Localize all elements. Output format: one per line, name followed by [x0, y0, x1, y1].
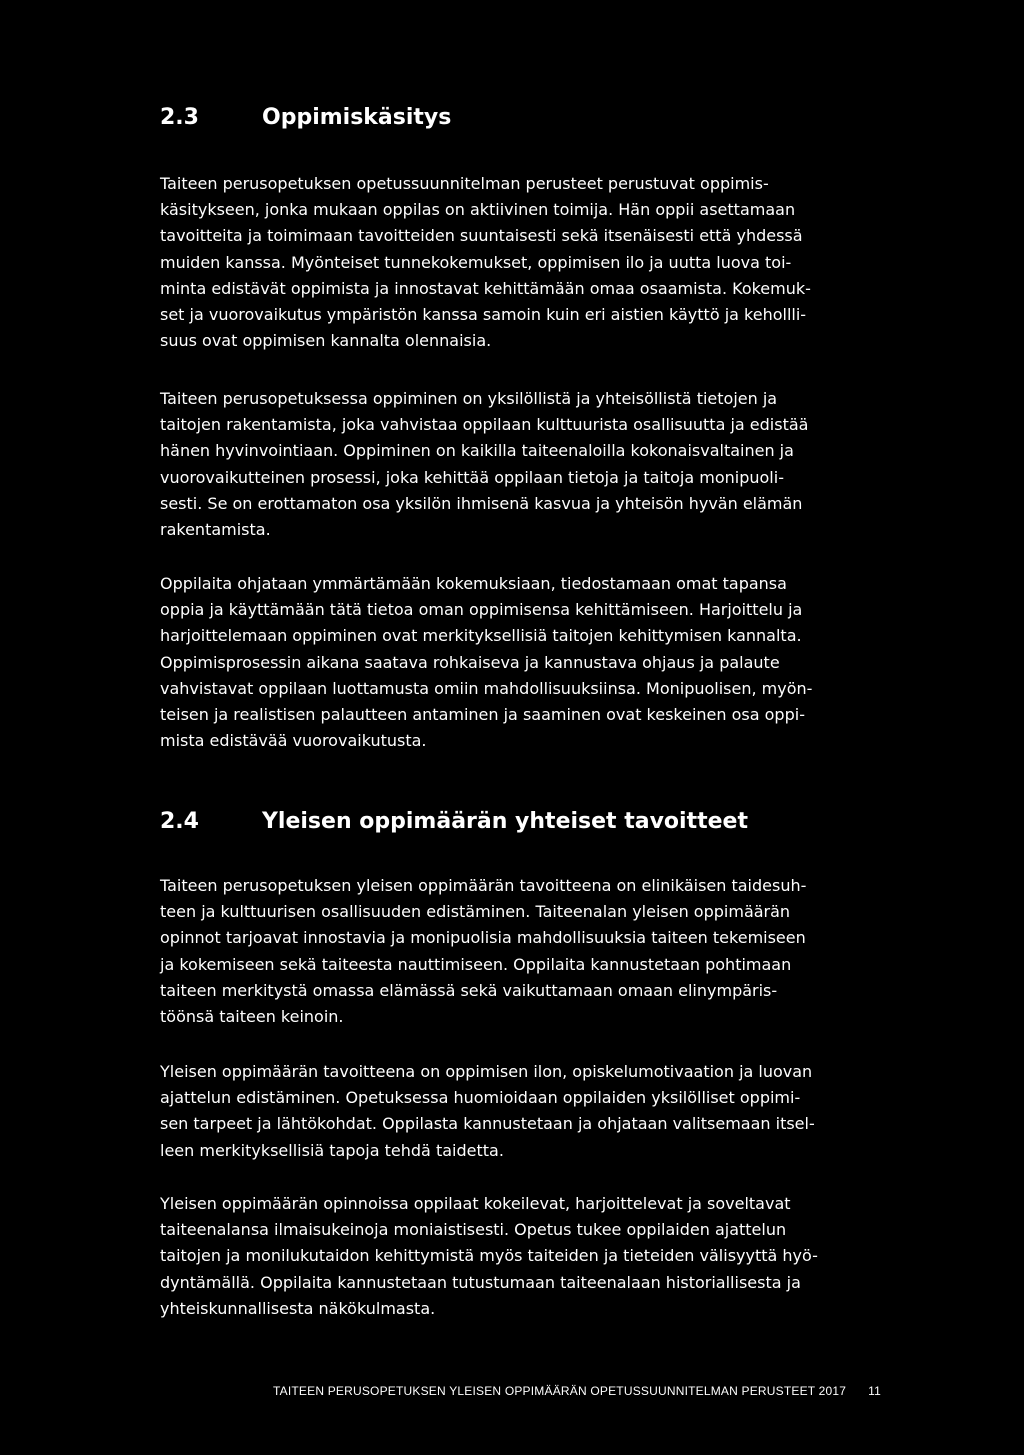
text-line: Taiteen perusopetuksessa oppiminen on yksilöllistä ja yhteisöllistä tietojen ja	[160, 389, 778, 408]
paragraph-2-4-3	[160, 1191, 818, 1322]
page-footer	[273, 1383, 881, 1399]
text-line: ja kokemiseen sekä taiteesta nauttimiseen. Oppilaita kannustetaan pohtimaan	[160, 954, 792, 974]
text-line: oppia ja käyttämään tätä tietoa oman oppimisensa kehittämiseen. Harjoittelu ja	[160, 600, 803, 620]
text-line: tavoitteita ja toimimaan tavoitteiden suuntaisesti sekä itsenäisesti että yhdessä	[160, 226, 803, 246]
text-line: set ja vuorovaikutus ympäristön kanssa samoin kuin eri aistien käyttö ja kehollli-	[160, 305, 807, 325]
text-line: muiden kanssa. Myönteiset tunnekokemukset, oppimisen ilo ja uutta luova toi-	[160, 252, 792, 272]
section-heading-2-4	[160, 808, 748, 836]
section-number: 2.3	[160, 105, 199, 130]
text-line: vahvistavat oppilaan luottamusta omiin mahdollisuuksiinsa. Monipuolisen, myön-	[160, 678, 813, 698]
text-line: Yleisen oppimäärän opinnoissa oppilaat kokeilevat, harjoittelevat ja soveltavat	[160, 1194, 791, 1213]
text-line: taiteen merkitystä omassa elämässä sekä vaikuttamaan omaan elinympäris-	[160, 980, 778, 1000]
text-line: taitojen ja monilukutaidon kehittymistä myös taiteiden ja tieteiden välisyyttä hyö-	[160, 1246, 818, 1266]
text-line: suus ovat oppimisen kannalta olennaisia.	[160, 331, 492, 351]
text-line: hänen hyvinvointiaan. Oppiminen on kaikilla taiteenaloilla kokonaisvaltainen ja	[160, 441, 794, 461]
page-number: 11	[868, 1384, 881, 1398]
text-line: mista edistävää vuorovaikutusta.	[160, 731, 427, 751]
text-line: minta edistävät oppimista ja innostavat kehittämään omaa osaamista. Kokemuk-	[160, 278, 811, 298]
text-line: töönsä taiteen keinoin.	[160, 1007, 344, 1027]
text-line: sesti. Se on erottamaton osa yksilön ihmisenä kasvua ja yhteisön hyvän elämän	[160, 493, 803, 513]
paragraph-2-4-2	[160, 1059, 815, 1164]
section-heading-2-3	[160, 104, 451, 132]
text-line: Oppilaita ohjataan ymmärtämään kokemuksiaan, tiedostamaan omat tapansa	[160, 574, 787, 593]
text-line: teen ja kulttuurisen osallisuuden edistäminen. Taiteenalan yleisen oppimäärän	[160, 902, 791, 922]
text-line: sen tarpeet ja lähtökohdat. Oppilasta kannustetaan ja ohjataan valitsemaan itsel-	[160, 1114, 815, 1134]
section-title: Oppimiskäsitys	[262, 105, 452, 130]
text-line: rakentamista.	[160, 520, 271, 540]
running-title: TAITEEN PERUSOPETUKSEN YLEISEN OPPIMÄÄRÄN OPETUSSUUNNITELMAN PERUSTEET 2017	[273, 1384, 847, 1398]
text-line: taiteenalansa ilmaisukeinoja moniaistisesti. Opetus tukee oppilaiden ajattelun	[160, 1220, 787, 1240]
text-line: Taiteen perusopetuksen yleisen oppimäärän tavoitteena on elinikäisen taidesuh-	[160, 876, 807, 895]
paragraph-2-3-1	[160, 171, 811, 354]
text-line: taitojen rakentamista, joka vahvistaa oppilaan kulttuurista osallisuutta ja edistää	[160, 415, 809, 435]
text-line: yhteiskunnallisesta näkökulmasta.	[160, 1298, 436, 1318]
text-line: vuorovaikutteinen prosessi, joka kehittää oppilaan tietoja ja taitoja monipuoli-	[160, 467, 784, 487]
text-line: teisen ja realistisen palautteen antaminen ja saaminen ovat keskeinen osa oppi-	[160, 705, 805, 725]
text-line: Oppimisprosessin aikana saatava rohkaiseva ja kannustava ohjaus ja palaute	[160, 652, 780, 672]
text-line: opinnot tarjoavat innostavia ja monipuolisia mahdollisuuksia taiteen tekemiseen	[160, 928, 806, 948]
text-line: ajattelun edistäminen. Opetuksessa huomioidaan oppilaiden yksilölliset oppimi-	[160, 1088, 801, 1108]
text-line: leen merkityksellisiä tapoja tehdä taidetta.	[160, 1140, 504, 1160]
paragraph-2-3-3	[160, 571, 812, 754]
paragraph-2-4-1	[160, 873, 806, 1030]
text-line: dyntämällä. Oppilaita kannustetaan tutustumaan taiteenalaan historiallisesta ja	[160, 1272, 801, 1292]
text-line: käsitykseen, jonka mukaan oppilas on aktiivinen toimija. Hän oppii asettamaan	[160, 200, 796, 220]
paragraph-2-3-2	[160, 386, 808, 543]
text-line: Taiteen perusopetuksen opetussuunnitelman perusteet perustuvat oppimis-	[160, 174, 769, 193]
text-line: harjoittelemaan oppiminen ovat merkityksellisiä taitojen kehittymisen kannalta.	[160, 626, 802, 646]
section-number: 2.4	[160, 809, 199, 834]
section-title: Yleisen oppimäärän yhteiset tavoitteet	[262, 809, 748, 834]
text-line: Yleisen oppimäärän tavoitteena on oppimisen ilon, opiskelumotivaation ja luovan	[160, 1062, 813, 1081]
